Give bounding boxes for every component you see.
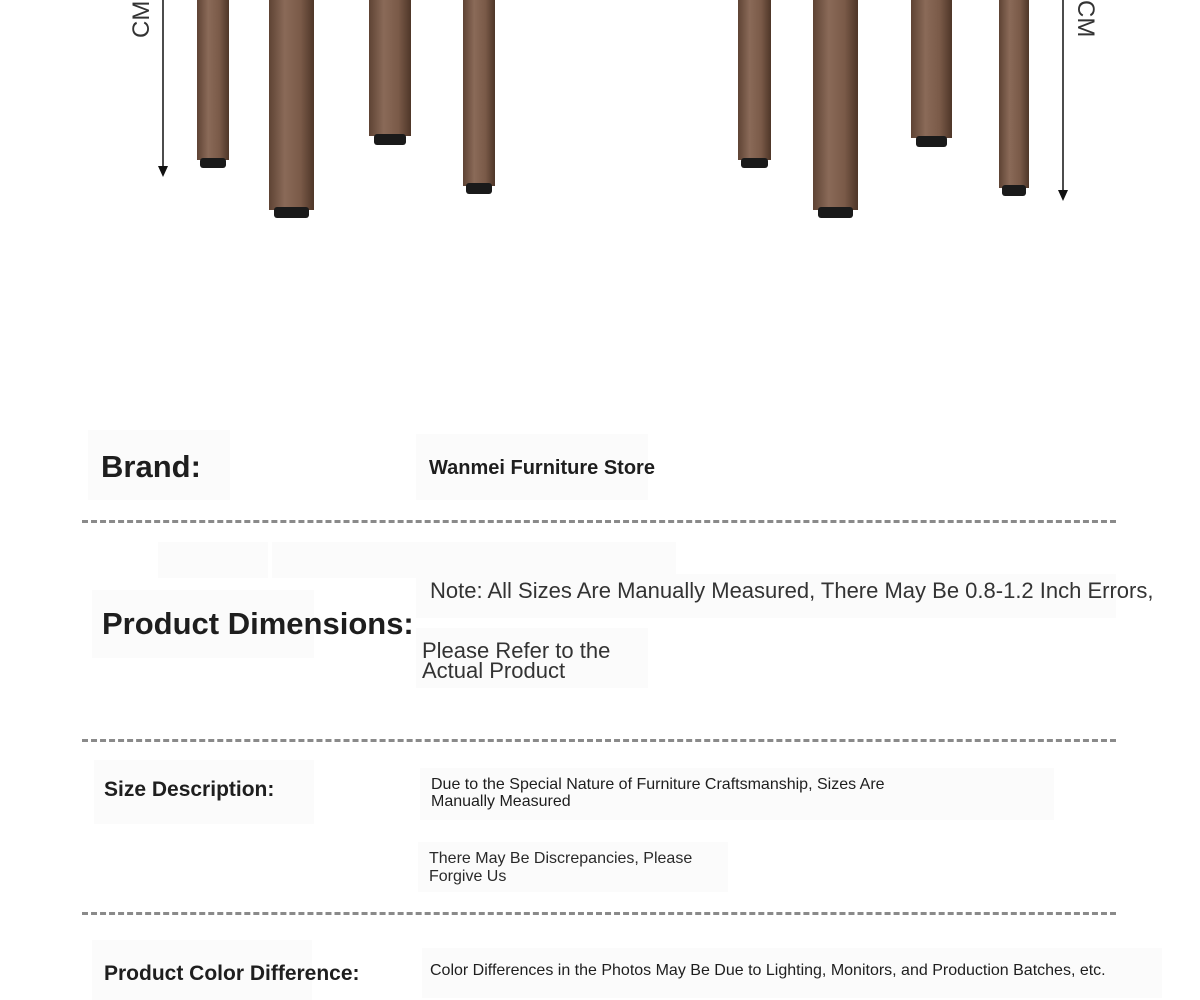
row-divider	[82, 520, 1116, 523]
row-divider	[82, 912, 1116, 915]
right-table-legs	[738, 0, 1029, 218]
dimensions-faint-box	[158, 542, 268, 578]
dimensions-label: Product Dimensions:	[102, 606, 414, 641]
brand-value: Wanmei Furniture Store	[429, 457, 655, 479]
right-dimension-label: CM	[1072, 0, 1099, 38]
left-dimension-label: CM	[128, 0, 155, 38]
size-description-line1: Due to the Special Nature of Furniture Craftsmanship, Sizes Are	[431, 776, 885, 793]
right-dimension-arrow	[1058, 0, 1068, 201]
left-table-legs	[197, 0, 495, 218]
color-difference-text: Color Differences in the Photos May Be Due to Lighting, Monitors, and Production Batches, etc.	[430, 962, 1106, 979]
dimensions-note-line1: Note: All Sizes Are Manually Measured, There May Be 0.8-1.2 Inch Errors,	[430, 578, 1154, 603]
dimensions-note-line2: Please Refer to the	[422, 638, 611, 663]
dimensions-faint-box	[272, 542, 676, 578]
row-divider	[82, 739, 1116, 742]
size-description-line4: Forgive Us	[429, 868, 507, 885]
brand-label: Brand:	[101, 449, 201, 484]
size-description-label: Size Description:	[104, 778, 275, 801]
size-description-line2: Manually Measured	[431, 793, 571, 810]
color-difference-label: Product Color Difference:	[104, 962, 360, 985]
dimensions-note-line3: Actual Product	[422, 658, 566, 683]
size-description-line3: There May Be Discrepancies, Please	[429, 850, 693, 867]
product-legs-image	[0, 0, 1200, 240]
left-dimension-arrow	[158, 0, 168, 177]
